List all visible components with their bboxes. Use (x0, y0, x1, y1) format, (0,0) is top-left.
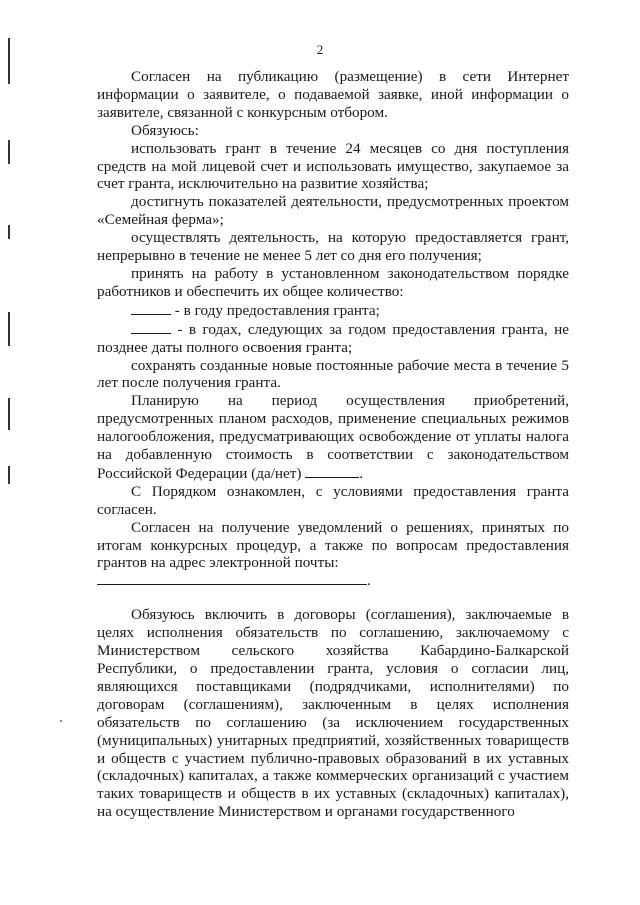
blank-field (305, 464, 359, 478)
paragraph: - в годах, следующих за годом предоставления гранта, не позднее даты полного освоения гранта; (97, 320, 569, 356)
scan-edge-mark (8, 312, 10, 346)
scan-dot (60, 720, 62, 722)
document-body (97, 68, 569, 821)
paragraph: сохранять созданные новые постоянные рабочие места в течение 5 лет после получения гранта. (97, 356, 569, 392)
paragraph: Обязуюсь включить в договоры (соглашения), заключаемые в целях исполнения обязательств по соглашению, заключаемому с Министерством сельского хозяйства Кабардино-Балкарской Республики, о предоставлении гранта, условия о согласии лиц, являющихся поставщиками (подрядчиками, исполнителями) по договорам (соглашениям), заключенным в целях исполнения обязательств по соглашению (за исключением государственных (муниципальных) унитарных предприятий, хозяйственных товариществ и обществ с участием публично-правовых образований в их уставных (складочных) капиталах, а также коммерческих организаций с участием таких товариществ и обществ в их уставных (складочных) капиталах), на осуществление Министерством и органами государственного (97, 606, 569, 821)
paragraph: Обязуюсь: (131, 121, 199, 139)
page-number: 2 (316, 42, 324, 57)
blank-field (131, 301, 171, 315)
paragraph: Планирую на период осуществления приобретений, предусмотренных планом расходов, применение специальных режимов налогообложения, предусматривающих освобождение от уплаты налога на добавленную стоимость в соответствии с законодательством Российской Федерации (да/нет) (97, 392, 569, 482)
paragraph: достигнуть показателей деятельности, предусмотренных проектом «Семейная ферма»; (97, 193, 569, 229)
blank-field (131, 320, 171, 334)
paragraph: осуществлять деятельность, на которую предоставляется грант, непрерывно в течение не менее 5 лет со дня его получения; (97, 229, 569, 265)
email-blank-line: . (97, 572, 569, 590)
blank-field (97, 574, 367, 585)
spacer (97, 590, 569, 606)
tax-regime-paragraph: Планирую на период осуществления приобретений, предусмотренных планом расходов, применение специальных режимов налогообложения, предусматривающих освобождение от уплаты налога на добавленную стоимость в соответствии с законодательством Российской Федерации (да/нет) . (97, 392, 569, 482)
scan-edge-mark (8, 225, 10, 239)
scan-edge-mark (8, 466, 10, 484)
scan-edge-mark (8, 398, 10, 430)
paragraph: Согласен на получение уведомлений о решениях, принятых по итогам конкурсных процедур, а также по вопросам предоставления грантов на адрес электронной почты: (97, 518, 569, 572)
scan-edge-mark (8, 140, 10, 164)
paragraph: использовать грант в течение 24 месяцев со дня поступления средств на мой лицевой счет и использовать имущество, закупаемое за счет гранта, исключительно на развитие хозяйства; (97, 139, 569, 193)
paragraph: Согласен на публикацию (размещение) в сети Интернет информации о заявителе, о подаваемой заявке, иной информации о заявителе, связанной с конкурсным отбором. (97, 68, 569, 121)
paragraph: - в году предоставления гранта; (174, 301, 380, 319)
paragraph: С Порядком ознакомлен, с условиями предоставления гранта согласен. (97, 482, 569, 518)
employment-following-years-line (97, 320, 569, 357)
scan-edge-mark (8, 38, 10, 84)
employment-current-year-line (97, 301, 569, 320)
paragraph: принять на работу в установленном законодательством порядке работников и обеспечить их общее количество: (97, 264, 569, 300)
